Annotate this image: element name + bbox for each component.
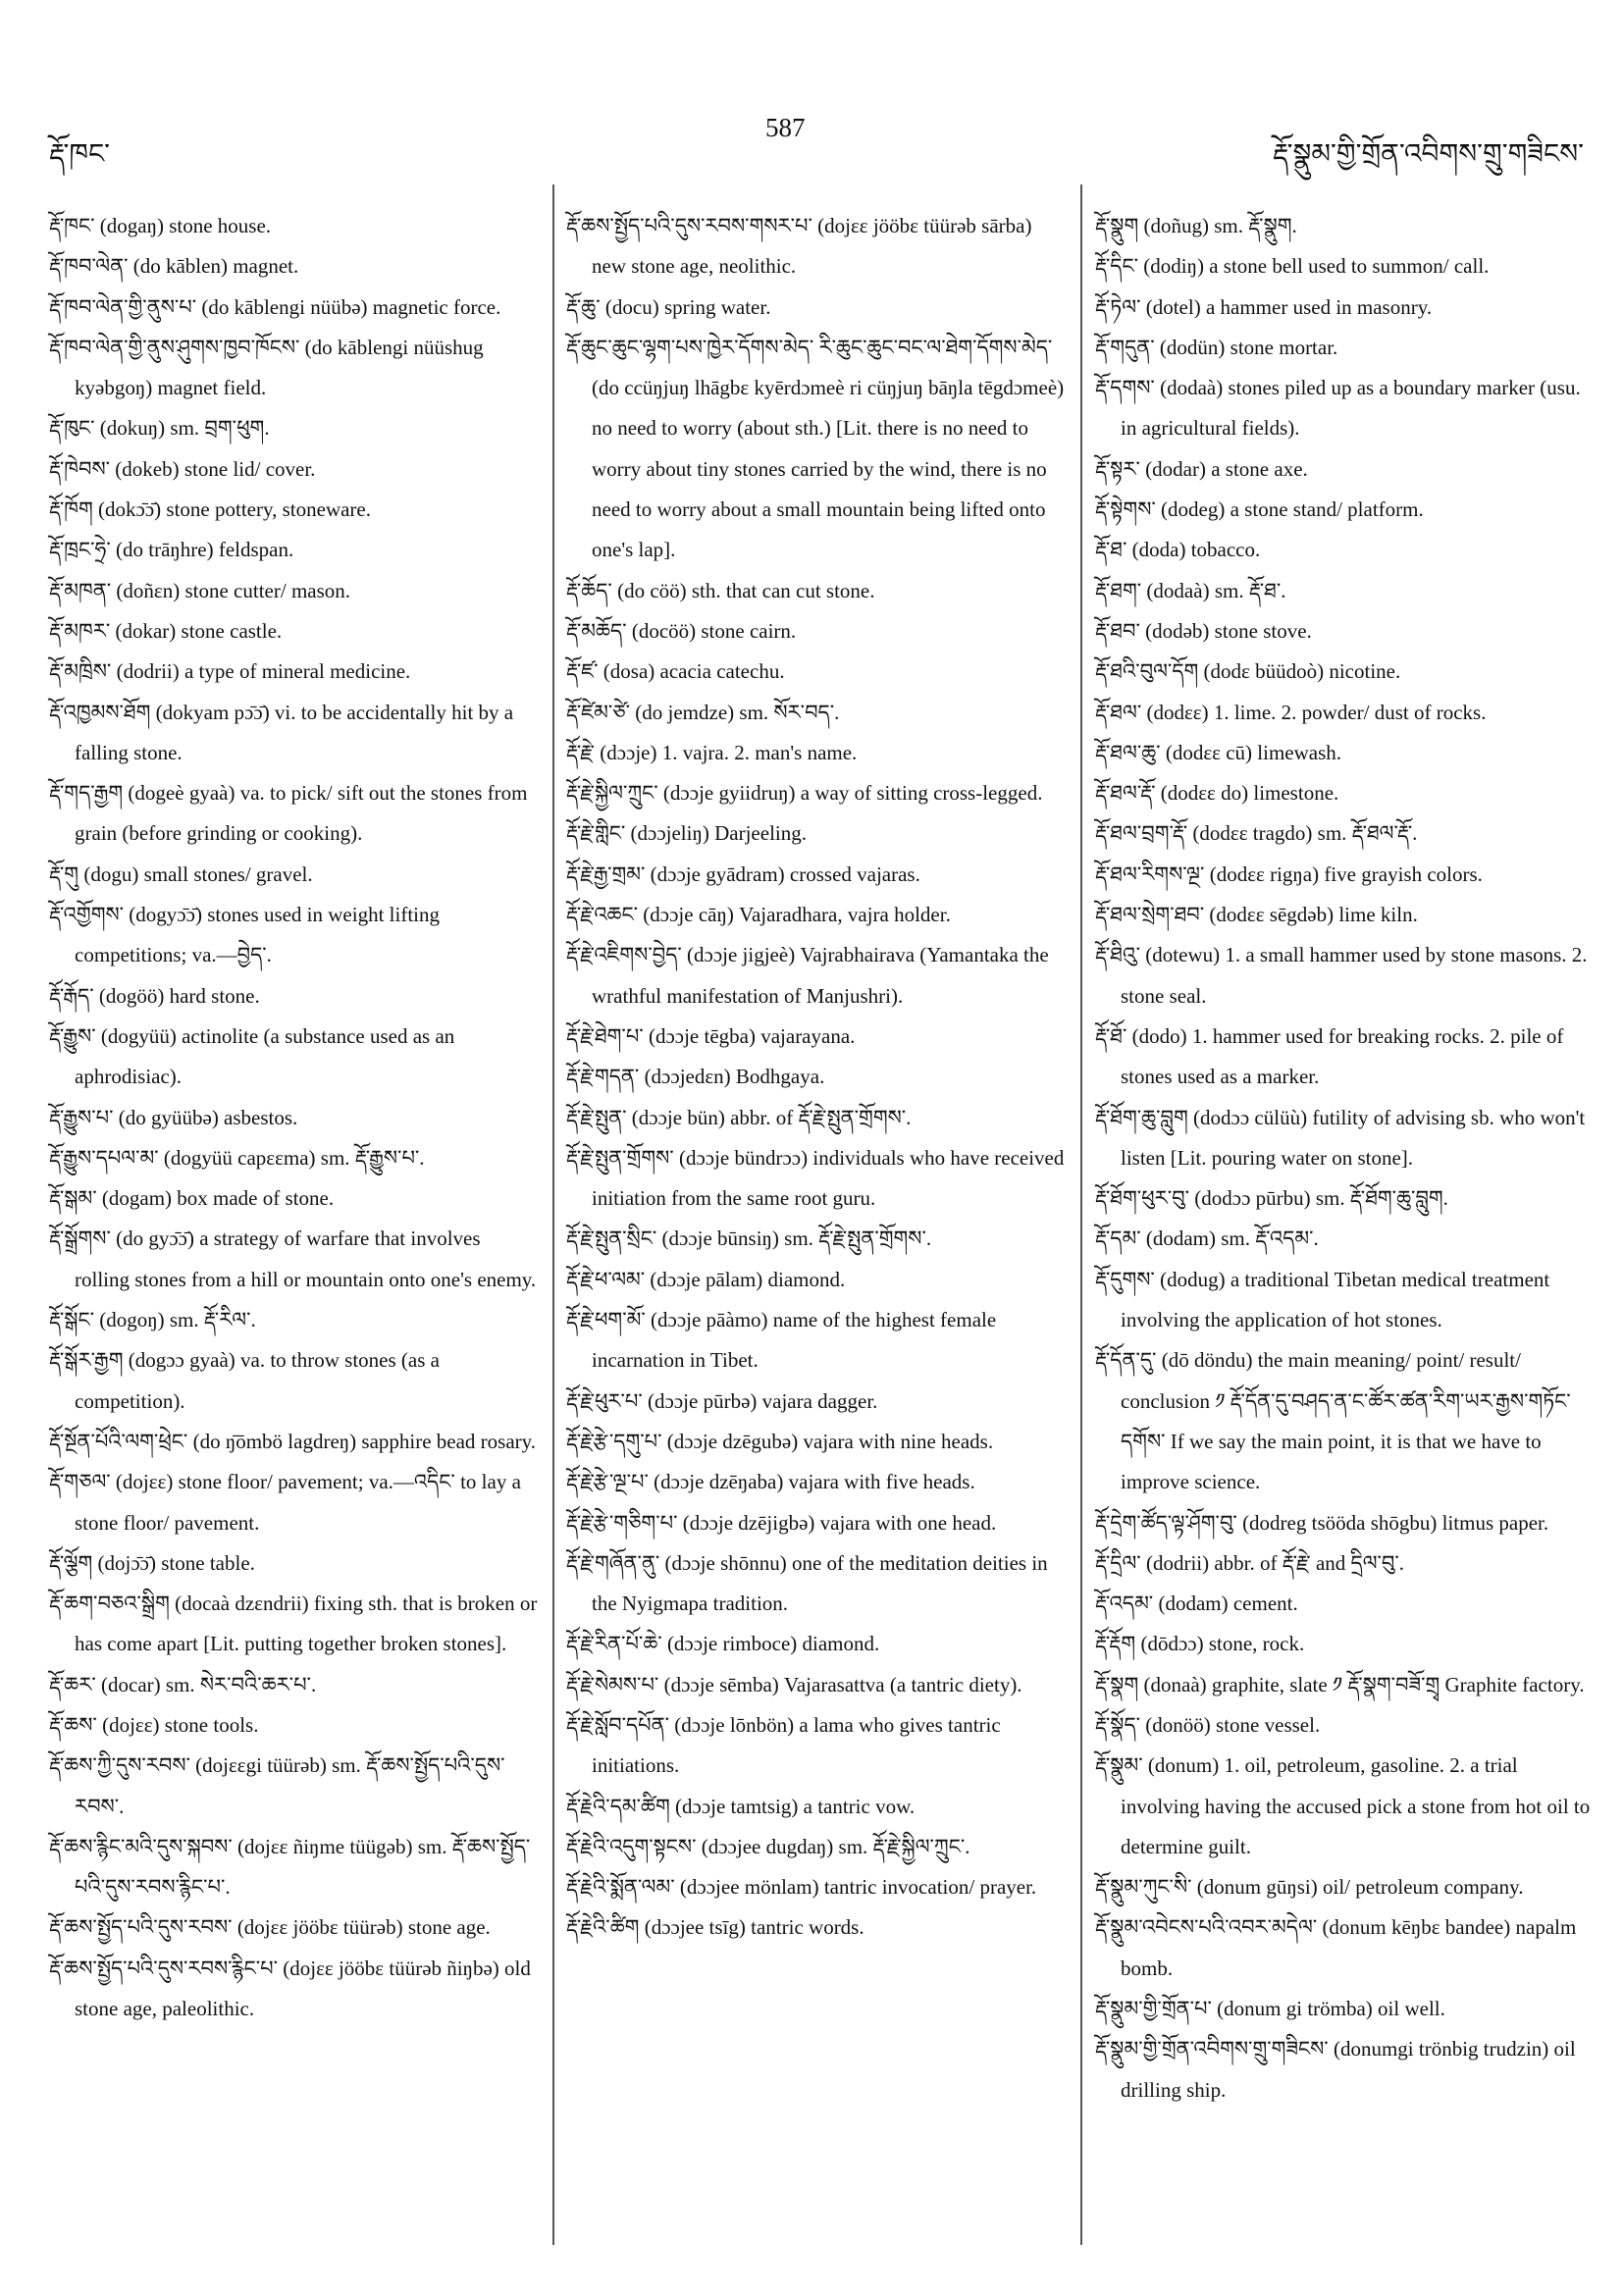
page-number: 587 [765,113,806,142]
dictionary-entry: རྡོ་དམ་ (dodam) sm. རྡོ་འདམ་. [1095,1226,1319,1251]
dictionary-entry: རྡོ་སྟར་ (dodar) a stone axe. [1095,456,1308,481]
dictionary-entry: རྡོ་ཐའི་བུལ་དོག (dodɛ büüdoò) nicotine. [1095,659,1401,684]
dictionary-entry: རྡོ་རྡོག (dōdɔɔ) stone, rock. [1095,1632,1305,1656]
dictionary-entry: རྡོ་རྗེ་ཐེག་པ་ (dɔɔje tēgba) vajarayana. [566,1023,856,1048]
dictionary-entry: རྡོ་ཁབ་ལེན་གྱི་ནུས་ཤུགས་ཁྱབ་ཁོངས་ (do kāblengi nüüshug kyəbgoŋ) magnet field. [49,335,484,400]
dictionary-entry: རྡོ་ཆུ་ (docu) spring water. [566,294,771,319]
dictionary-entry: རྡོ་རྗེ་འཆང་ (dɔɔje cāŋ) Vajaradhara, vajra holder. [566,903,951,927]
dictionary-entry: རྡོ་དྲེག་ཚོད་ལྟ་ཤོག་བུ་ (dodreg tsööda shōgbu) litmus paper. [1095,1510,1549,1535]
dictionary-entry: རྡོ་སྟེགས་ (dodeg) a stone stand/ platform. [1095,497,1424,522]
dictionary-entry: རྡོ་ཁུང་ (dokuŋ) sm. བྲག་ཕུག. [49,416,270,441]
dictionary-entry: རྡོ་དུགས་ (dodug) a traditional Tibetan medical treatment involving the application of hot stones. [1095,1267,1550,1332]
dictionary-entry: རྡོ་སྣུམ་འབེངས་པའི་འབར་མདེལ་ (donum kēŋbɛ bandee) napalm bomb. [1095,1915,1577,1980]
dictionary-entry: རྡོ་རྗེ་རྩེ་དགུ་པ་ (dɔɔje dzēgubə) vajara with nine heads. [566,1429,994,1453]
dictionary-entry: རྡོ་རྗེ་རྩེ་གཅིག་པ་ (dɔɔje dzējigbə) vajara with one head. [566,1510,997,1535]
dictionary-entry: རྡོ་རྗེ་སྤུན་ (dɔɔje bün) abbr. of རྡོ་རྗེ་སྤུན་གྲོགས་. [566,1105,912,1129]
dictionary-entry: རྡོ་དིང་ (dodiŋ) a stone bell used to summon/ call. [1095,254,1490,279]
dictionary-entry: རྡོ་རྗེ་གདན་ (dɔɔjedɛn) Bodhgaya. [566,1065,825,1089]
dictionary-entry: རྡོ་རྗེ་གཞོན་ནུ་ (dɔɔje shōnnu) one of the meditation deities in the Nyigmapa tradition. [566,1550,1048,1616]
dictionary-entry: རྡོ་གད་རྒྱག (dogeè gyaà) va. to pick/ sift out the stones from grain (before grinding or cooking). [49,781,528,846]
dictionary-entry: རྡོ་རྗེ་སློབ་དཔོན་ (dɔɔje lōnbön) a lama who gives tantric initiations. [566,1712,1001,1778]
dictionary-entry: རྡོ་ཆས་སྤྱོད་པའི་དུས་རབས་གསར་པ་ (dojɛɛ jööbɛ tüürəb sārba) new stone age, neolithic. [566,214,1032,279]
dictionary-entry: རྡོ་ཏེལ་ (dotel) a hammer used in masonry. [1095,294,1433,319]
dictionary-entry: རྡོ་འཁྱམས་ཐོག (dokyam pɔ̄ɔ̄) vi. to be accidentally hit by a falling stone. [49,700,514,764]
dictionary-entry: རྡོ་རྗེ་ཕུར་པ་ (dɔɔje pūrbə) vajara dagger. [566,1388,878,1413]
dictionary-entry: རྡོ་ཆོད་ (do cöö) sth. that can cut stone. [566,578,875,602]
dictionary-entry: རྡོ་ཐལ་རྡོ་ (dodɛɛ do) limestone. [1095,781,1339,806]
dictionary-entry: རྡོ་མཆོད་ (docöö) stone cairn. [566,618,797,643]
dictionary-entry: རྡོ་ཐལ་ (dodɛɛ) 1. lime. 2. powder/ dust of rocks. [1095,700,1487,724]
dictionary-entry: རྡོ་ཐལ་ཆུ་ (dodɛɛ cū) limewash. [1095,740,1342,764]
dictionary-entry: རྡོ་ཐལ་སྲེག་ཐབ་ (dodɛɛ sēgdəb) lime kiln. [1095,903,1418,927]
dictionary-entry: རྡོ་ཁེབས་ (dokeb) stone lid/ cover. [49,456,316,481]
dictionary-entry: རྡོ་སྣུམ་ཀུང་སི་ (donum gūŋsi) oil/ petroleum company. [1095,1875,1524,1900]
dictionary-entry: རྡོ་ཆས་རྙིང་མའི་དུས་སྐབས་ (dojɛɛ ñiŋme tüügəb) sm. རྡོ་ཆས་སྤྱོད་པའི་དུས་རབས་རྙིང་པ་. [49,1834,531,1900]
dictionary-entry: རྡོ་རྗེའི་དམ་ཚིག (dɔɔje tamtsig) a tantric vow. [566,1794,916,1818]
dictionary-entry: རྡོ་ཁོག (dokɔ̄ɔ̄) stone pottery, stoneware. [49,497,371,522]
dictionary-entry: རྡོ་ཐབ་ (dodəb) stone stove. [1095,618,1312,643]
dictionary-entry: རྡོ་ཛེམ་ཙེ་ (do jemdze) sm. སོར་བད་. [566,700,840,724]
dictionary-entry: རྡོ་སྣོད་ (donöö) stone vessel. [1095,1712,1321,1737]
running-head-left: རྡོ་ཁང་ [49,137,111,170]
column-1 [49,206,540,2029]
dictionary-entry: རྡོ་རྗེའི་སྨོན་ལམ་ (dɔɔjee mönlam) tantric invocation/ prayer. [566,1875,1037,1900]
dictionary-entry: རྡོ་ཁྲང་ཧྲེ་ (do trāŋhre) feldspan. [49,538,294,562]
dictionary-entry: རྡོ་ཆུང་ཆུང་ལྷག་པས་ཁྱེར་དོགས་མེད་ རི་ཆུང་ཆུང་བང་ལ་ཐེག་དོགས་མེད་ (do ccüŋjuŋ lhāgbɛ kyērdɔmeè ri cüŋjuŋ bāŋla tēgdɔmeè) no need to worry (about sth.) [Lit. there is no need to worry about tiny stones carried by the wind, there is no need to worry about a small mountain being lifted onto one's lap]. [566,335,1065,562]
dictionary-entry: རྡོ་ཁབ་ལེན་ (do kāblen) magnet. [49,254,299,279]
running-head-right: རྡོ་སྣུམ་གྱི་གྲོན་འབིགས་གྲུ་གཟིངས་ [1273,137,1584,170]
dictionary-entry: རྡོ་དགས་ (dodaà) stones piled up as a boundary marker (usu. in agricultural fields). [1095,376,1581,441]
dictionary-entry: རྡོ་རྗེ་ (dɔɔje) 1. vajra. 2. man's name. [566,740,858,764]
dictionary-entry: རྡོ་སྣུམ་གྱི་གྲོན་འབིགས་གྲུ་གཟིངས་ (donumgi trönbig trudzin) oil drilling ship. [1095,2037,1576,2102]
dictionary-entry: རྡོ་སྣུག (doñug) sm. རྡོ་སྣུག. [1095,214,1297,237]
dictionary-entry: རྡོ་ཐལ་བྲག་རྡོ་ (dodɛɛ tragdo) sm. རྡོ་ཐལ་རྡོ་. [1095,821,1418,846]
column-3 [1095,206,1591,2111]
dictionary-entry: རྡོ་རྗེའི་ཚིག (dɔɔjee tsīg) tantric words. [566,1915,864,1940]
dictionary-entry: རྡོ་རྗེ་འཇིགས་བྱེད་ (dɔɔje jigjeè) Vajrabhairava (Yamantaka the wrathful manifestation of Manjushri). [566,943,1049,1008]
dictionary-entry: རྡོ་ཐག་ (dodaà) sm. རྡོ་ཐ་. [1095,578,1286,602]
dictionary-entry: རྡོ་ཐ་ (doda) tobacco. [1095,538,1261,562]
dictionary-entry: རྡོ་ཆག་བཅའ་སྒྲིག (docaà dzɛndrii) fixing sth. that is broken or has come apart [Lit. putting together broken stones]. [49,1592,538,1656]
dictionary-entry: རྡོ་དོན་དུ་ (dō döndu) the main meaning/ point/ result/ conclusion ༡ རྡོ་དོན་དུ་བཤད་ན་ང་ཚོར་ཚན་རིག་ཡར་རྒྱས་གཏོང་དགོས་ If we say the main point, it is that we have to improve science. [1095,1348,1571,1494]
dictionary-entry: རྡོ་རྗེ་སྤུན་གྲོགས་ (dɔɔje bündrɔɔ) individuals who have received initiation from the same root guru. [566,1145,1065,1211]
dictionary-entry: རྡོ་རྒྱུས་ (dogyüü) actinolite (a substance used as an aphrodisiac). [49,1023,455,1089]
dictionary-entry: རྡོ་ཆས་སྤྱོད་པའི་དུས་རབས་རྙིང་པ་ (dojɛɛ jööbɛ tüürəb ñiŋbə) old stone age, paleolithic. [49,1956,531,2021]
dictionary-entry: རྡོ་ཆས་སྤྱོད་པའི་དུས་རབས་ (dojɛɛ jööbɛ tüürəb) stone age. [49,1915,491,1940]
dictionary-entry: རྡོ་སྒོང་ (dogoŋ) sm. རྡོ་རིལ་. [49,1308,256,1332]
dictionary-entry: རྡོ་མཁན་ (doñɛn) stone cutter/ mason. [49,578,351,602]
dictionary-entry: རྡོ་རྗེ་གླིང་ (dɔɔjeliŋ) Darjeeling. [566,821,807,846]
dictionary-entry: རྡོ་རྗེ་སྐྱིལ་ཀྲུང་ (dɔɔje gyiidruŋ) a way of sitting cross-legged. [566,781,1043,806]
dictionary-entry: རྡོ་རྗེ་ཕག་མོ་ (dɔɔje pāàmo) name of the highest female incarnation in Tibet. [566,1308,997,1373]
dictionary-entry: རྡོ་ཁང་ (dogaŋ) stone house. [49,214,272,237]
dictionary-entry: རྡོ་རྗེ་ཕ་ལམ་ (dɔɔje pālam) diamond. [566,1267,846,1291]
dictionary-entry: རྡོ་ཆས་ཀྱི་དུས་རབས་ (dojɛɛgi tüürəb) sm. རྡོ་ཆས་སྤྱོད་པའི་དུས་རབས་. [49,1753,505,1818]
dictionary-entry: རྡོ་སྣུམ་ (donum) 1. oil, petroleum, gasoline. 2. a trial involving having the accused pick a stone from hot oil to determine guilt. [1095,1753,1591,1858]
dictionary-entry: རྡོ་རྗེ་རྒྱ་གྲམ་ (dɔɔje gyādram) crossed vajaras. [566,861,920,886]
dictionary-entry: རྡོ་མཁར་ (dokar) stone castle. [49,618,283,643]
dictionary-entry: རྡོ་འགྱོགས་ (dogyɔ̄ɔ̄) stones used in weight lifting competitions; va.—བྱེད་. [49,903,441,967]
dictionary-entry: རྡོ་རྒྱུས་པ་ (do gyüübə) asbestos. [49,1105,298,1129]
dictionary-entry: རྡོ་ཁབ་ལེན་གྱི་ནུས་པ་ (do kāblengi nüübə) magnetic force. [49,294,501,319]
dictionary-entry: རྡོ་རྒོད་ (dogöö) hard stone. [49,983,260,1008]
dictionary-entry: རྡོ་སྒྲོགས་ (do gyɔ̄ɔ̄) a strategy of warfare that involves rolling stones from a hill or mountain onto one's enemy. [49,1226,537,1291]
column-rule [552,184,554,2245]
dictionary-entry: རྡོ་མཁྲིས་ (dodrii) a type of mineral medicine. [49,659,411,684]
dictionary-entry: རྡོ་ཆར་ (docar) sm. སེར་བའི་ཆར་པ་. [49,1672,317,1696]
dictionary-entry: རྡོ་ལྕོག (dojɔ̄ɔ̄) stone table. [49,1550,255,1575]
dictionary-entry: རྡོ་ཐོག་ཕུར་བུ་ (dodɔɔ pūrbu) sm. རྡོ་ཐོག་ཆུ་བླུག. [1095,1186,1448,1211]
dictionary-entry: རྡོ་རྗེ་རྩེ་ལྔ་པ་ (dɔɔje dzēŋaba) vajara with five heads. [566,1470,975,1494]
column-2 [566,206,1067,1949]
dictionary-entry: རྡོ་རྒྱུས་དཔལ་མ་ (dogyüü capɛɛma) sm. རྡོ་རྒྱུས་པ་. [49,1145,425,1170]
dictionary-entry: རྡོ་རྗེ་སྤུན་སྲིང་ (dɔɔje būnsiŋ) sm. རྡོ་རྗེ་སྤུན་གྲོགས་. [566,1226,932,1251]
dictionary-entry: རྡོ་སྣག (donaà) graphite, slate ༡ རྡོ་སྣག་བཟོ་གྲྭ Graphite factory. [1095,1672,1585,1696]
dictionary-entry: རྡོ་ཛ་ (dosa) acacia catechu. [566,659,785,684]
dictionary-entry: རྡོ་སྣུམ་གྱི་གྲོན་པ་ (donum gi trömba) oil well. [1095,1997,1445,2021]
dictionary-entry: རྡོ་ཐོ་ (dodo) 1. hammer used for breaking rocks. 2. pile of stones used as a marker. [1095,1023,1564,1089]
dictionary-entry: རྡོ་སྔོན་པོའི་ལག་ཕྲེང་ (do ŋ̄ōmbö lagdreŋ) sapphire bead rosary. [49,1429,537,1453]
dictionary-entry: རྡོ་ཐོག་ཆུ་བླུག (dodɔɔ cülüù) futility of advising sb. who won't listen [Lit. pouring water on stone]. [1095,1105,1586,1170]
dictionary-entry: རྡོ་གཅལ་ (dojɛɛ) stone floor/ pavement; va.—འདིང་ to lay a stone floor/ pavement. [49,1470,521,1535]
dictionary-entry: རྡོ་སྒམ་ (dogam) box made of stone. [49,1186,335,1211]
dictionary-entry: རྡོ་རྗེ་རིན་པོ་ཆེ་ (dɔɔje rimboce) diamond. [566,1632,880,1656]
dictionary-entry: རྡོ་སྒོར་རྒྱག (dogɔɔ gyaà) va. to throw stones (as a competition). [49,1348,440,1413]
dictionary-entry: རྡོ་ཆས་ (dojɛɛ) stone tools. [49,1712,259,1737]
dictionary-entry: རྡོ་དྲིལ་ (dodrii) abbr. of རྡོ་རྗེ་ and དྲིལ་བུ་. [1095,1550,1405,1575]
dictionary-entry: རྡོ་གདུན་ (dodün) stone mortar. [1095,335,1338,359]
dictionary-entry: རྡོ་གུ (dogu) small stones/ gravel. [49,861,313,886]
dictionary-entry: རྡོ་ཐིའུ་ (dotewu) 1. a small hammer used by stone masons. 2. stone seal. [1095,943,1588,1008]
dictionary-entry: རྡོ་ཐལ་རིགས་ལྔ་ (dodɛɛ rigŋa) five grayish colors. [1095,861,1483,886]
dictionary-entry: རྡོ་འདམ་ (dodam) cement. [1095,1592,1298,1616]
dictionary-entry: རྡོ་རྗེ་སེམས་པ་ (dɔɔje sēmba) Vajarasattva (a tantric diety). [566,1672,1022,1696]
column-rule [1080,184,1082,2245]
dictionary-entry: རྡོ་རྗེའི་འདུག་སྟངས་ (dɔɔjee dugdaŋ) sm. རྡོ་རྗེ་སྐྱིལ་ཀྲུང་. [566,1834,970,1858]
